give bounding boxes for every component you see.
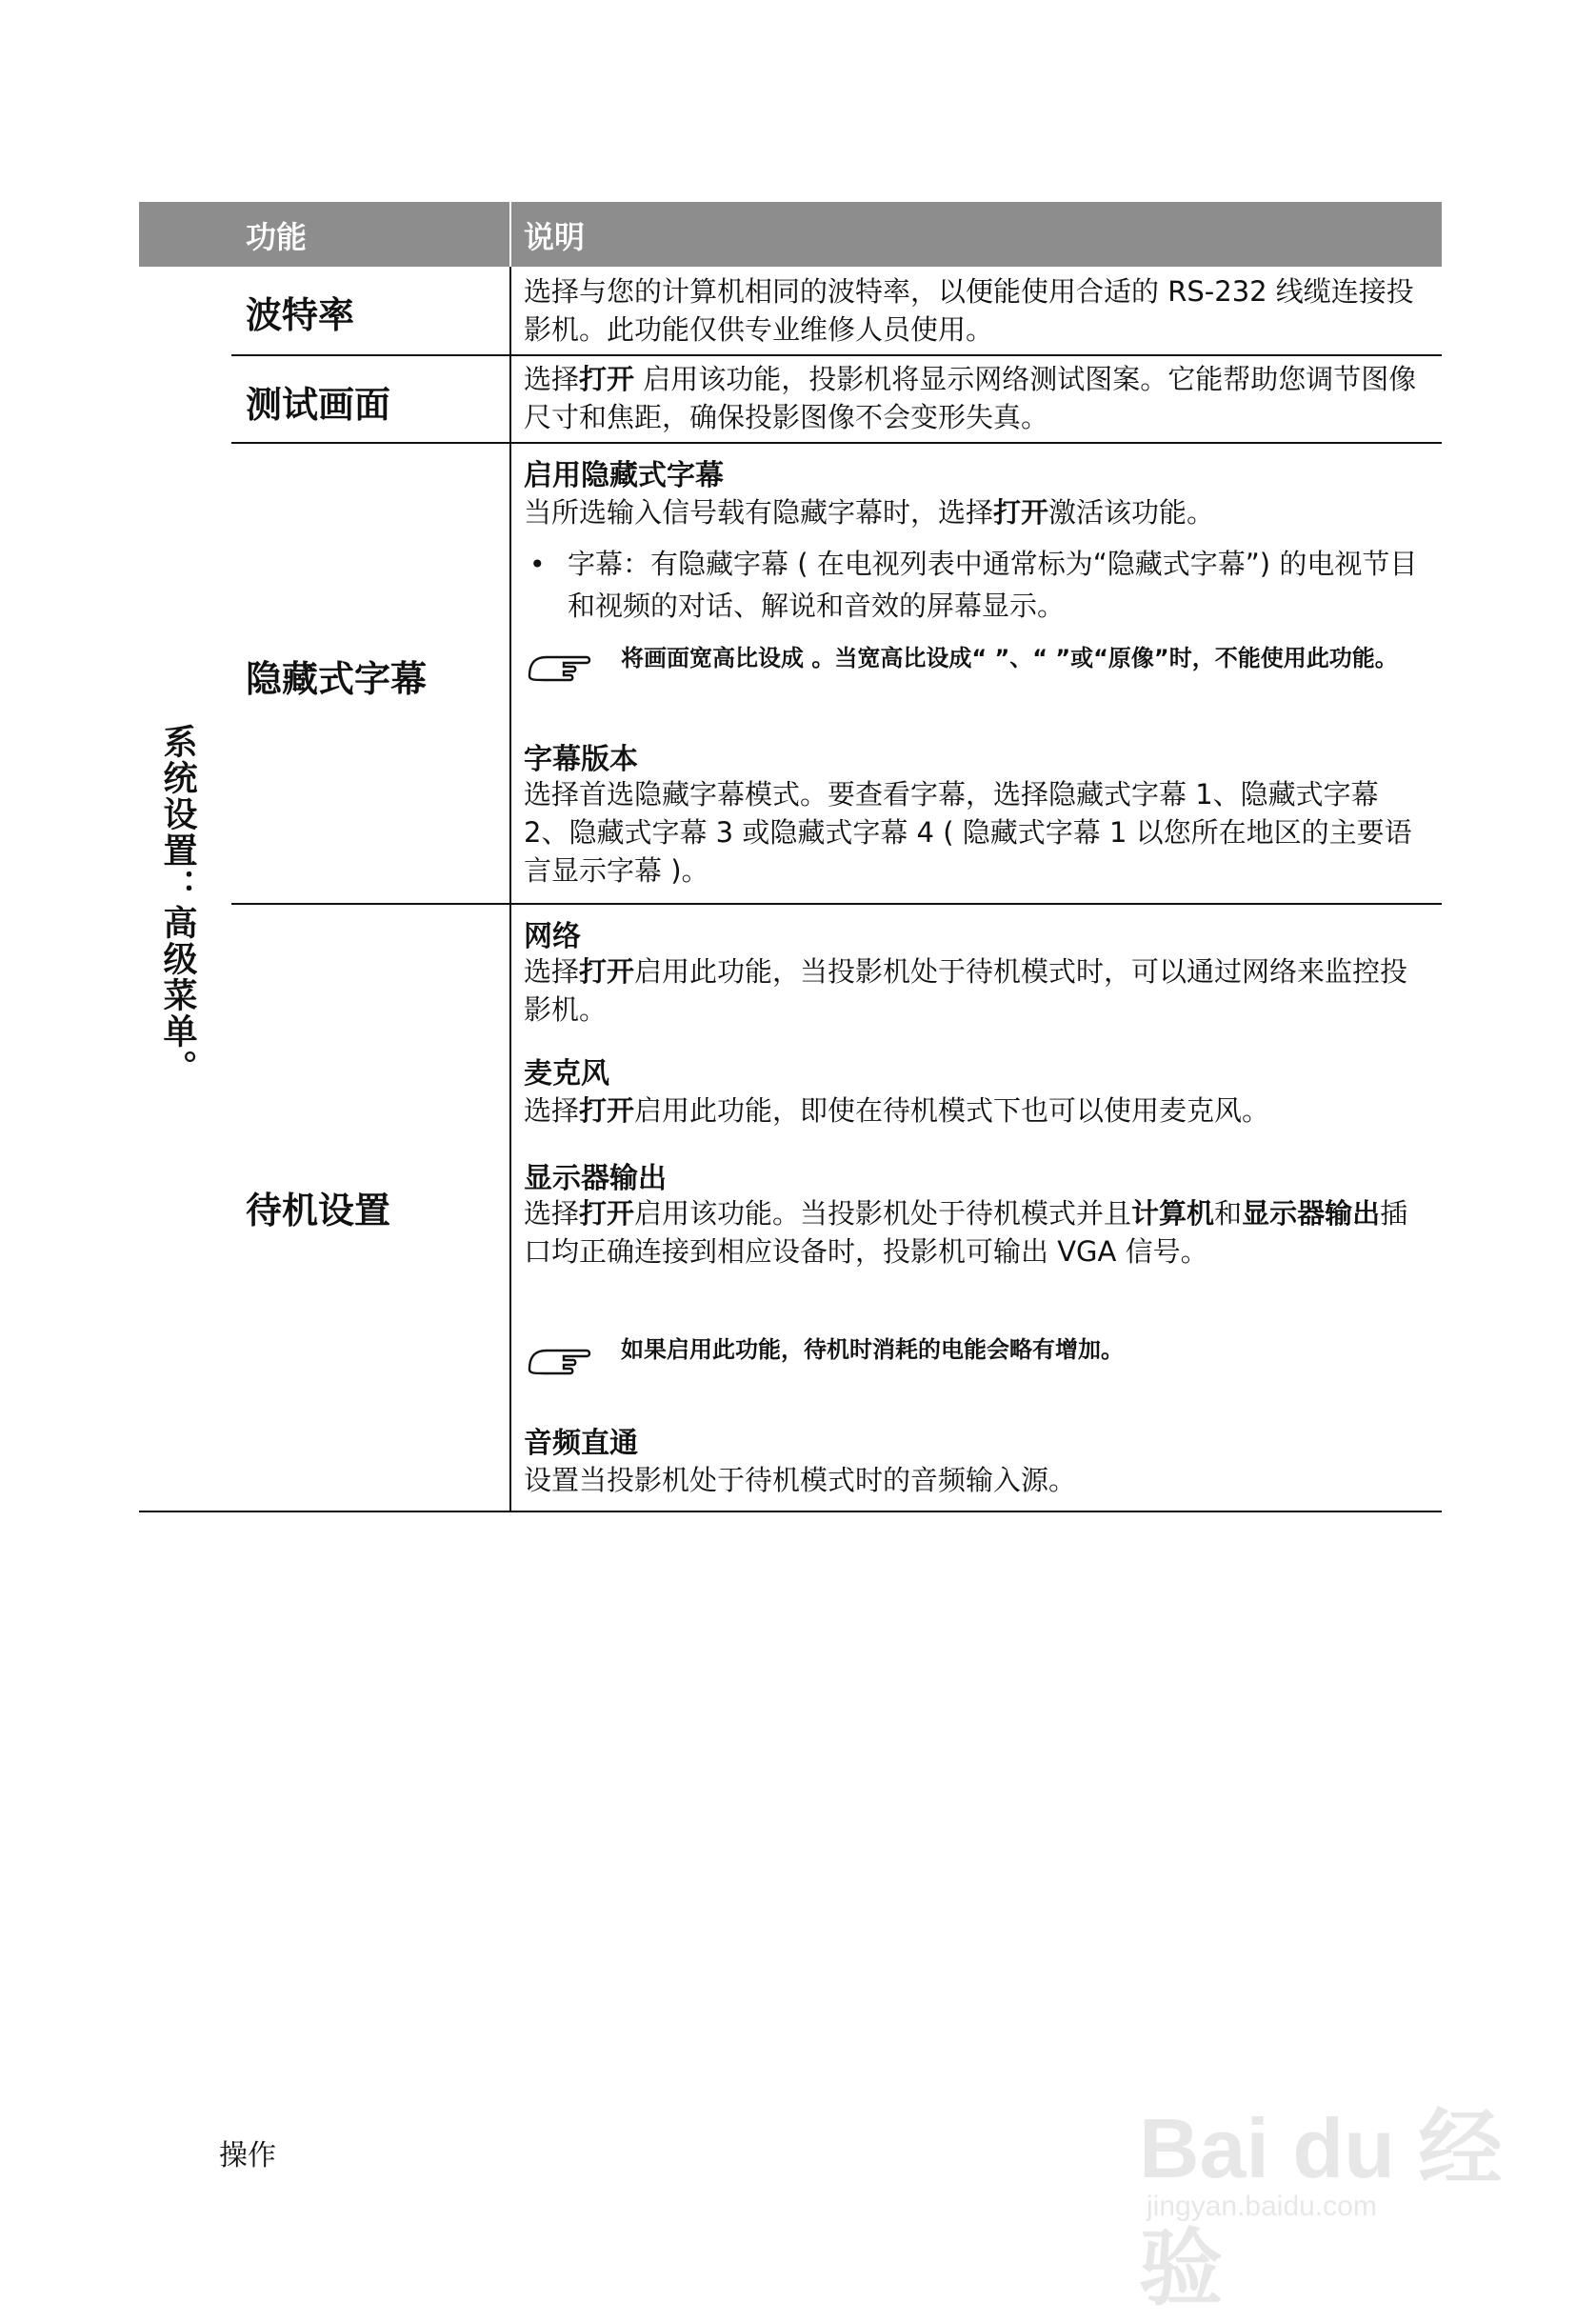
subheading-monitor-out: 显示器输出 <box>524 1162 667 1195</box>
header-description: 说明 <box>524 219 586 255</box>
subheading-audio-pass-through: 音频直通 <box>524 1427 638 1460</box>
section-label: 系统设置：高级菜单。 <box>158 724 197 1086</box>
row-divider <box>231 354 1442 356</box>
header-function: 功能 <box>246 219 308 255</box>
watermark-brand: Bai du 经验 <box>1139 2101 1503 2315</box>
subheading-microphone: 麦克风 <box>524 1057 609 1091</box>
subheading-enable-cc: 启用隐藏式字幕 <box>524 459 724 492</box>
watermark <box>1139 2048 1520 2315</box>
function-name-test-pattern: 测试画面 <box>246 384 391 426</box>
subheading-cc-version: 字幕版本 <box>524 743 638 776</box>
function-name-closed-caption: 隐藏式字幕 <box>246 658 428 700</box>
hand-pointing-icon <box>526 1341 594 1379</box>
description-microphone: 选择打开启用此功能，即使在待机模式下也可以使用麦克风。 <box>524 1094 1270 1127</box>
description-cc-version: 选择首选隐藏字幕模式。要查看字幕，选择隐藏式字幕 1、隐藏式字幕 2、隐藏式字幕 3 或隐藏式字幕 4 ( 隐藏式字幕 1 以您所在地区的主要语言显示字幕 )。 <box>524 778 1412 887</box>
note-standby-power: 如果启用此功能，待机时消耗的电能会略有增加。 <box>621 1336 1124 1363</box>
watermark-url: jingyan.baidu.com <box>1147 2191 1377 2222</box>
header-divider <box>509 202 511 267</box>
description-baud-rate: 选择与您的计算机相同的波特率，以便能使用合适的 RS-232 线缆连接投影机。此功能仅供专业维修人员使用。 <box>524 275 1414 346</box>
footer-label: 操作 <box>219 2139 276 2172</box>
table-header-bar <box>139 202 1442 267</box>
column-divider <box>509 267 511 1512</box>
function-name-standby-settings: 待机设置 <box>246 1190 391 1231</box>
description-test-pattern: 选择打开 启用该功能，投影机将显示网络测试图案。它能帮助您调节图像尺寸和焦距，确保投影图像不会变形失真。 <box>524 363 1417 433</box>
function-name-baud-rate: 波特率 <box>246 294 355 336</box>
description-enable-cc: 当所选输入信号载有隐藏字幕时，选择打开激活该功能。 <box>524 496 1215 529</box>
subheading-network: 网络 <box>524 920 581 953</box>
bullet-marker: • <box>529 549 546 580</box>
row-divider <box>231 903 1442 905</box>
table-bottom-line <box>139 1511 1442 1512</box>
description-network: 选择打开启用此功能，当投影机处于待机模式时，可以通过网络来监控投影机。 <box>524 955 1408 1026</box>
row-divider <box>231 442 1442 444</box>
bullet-caption-definition: 字幕：有隐藏字幕 ( 在电视列表中通常标为“隐藏式字幕”) 的电视节目和视频的对话、解说和音效的屏幕显示。 <box>568 548 1418 622</box>
note-aspect-ratio: 将画面宽高比设成 。当宽高比设成“ ”、“ ”或“原像”时，不能使用此功能。 <box>621 645 1398 671</box>
description-audio-pass-through: 设置当投影机处于待机模式时的音频输入源。 <box>524 1464 1077 1496</box>
hand-pointing-icon <box>526 648 594 686</box>
description-monitor-out: 选择打开启用该功能。当投影机处于待机模式并且计算机和显示器输出插口均正确连接到相应设备时，投影机可输出 VGA 信号。 <box>524 1197 1408 1268</box>
